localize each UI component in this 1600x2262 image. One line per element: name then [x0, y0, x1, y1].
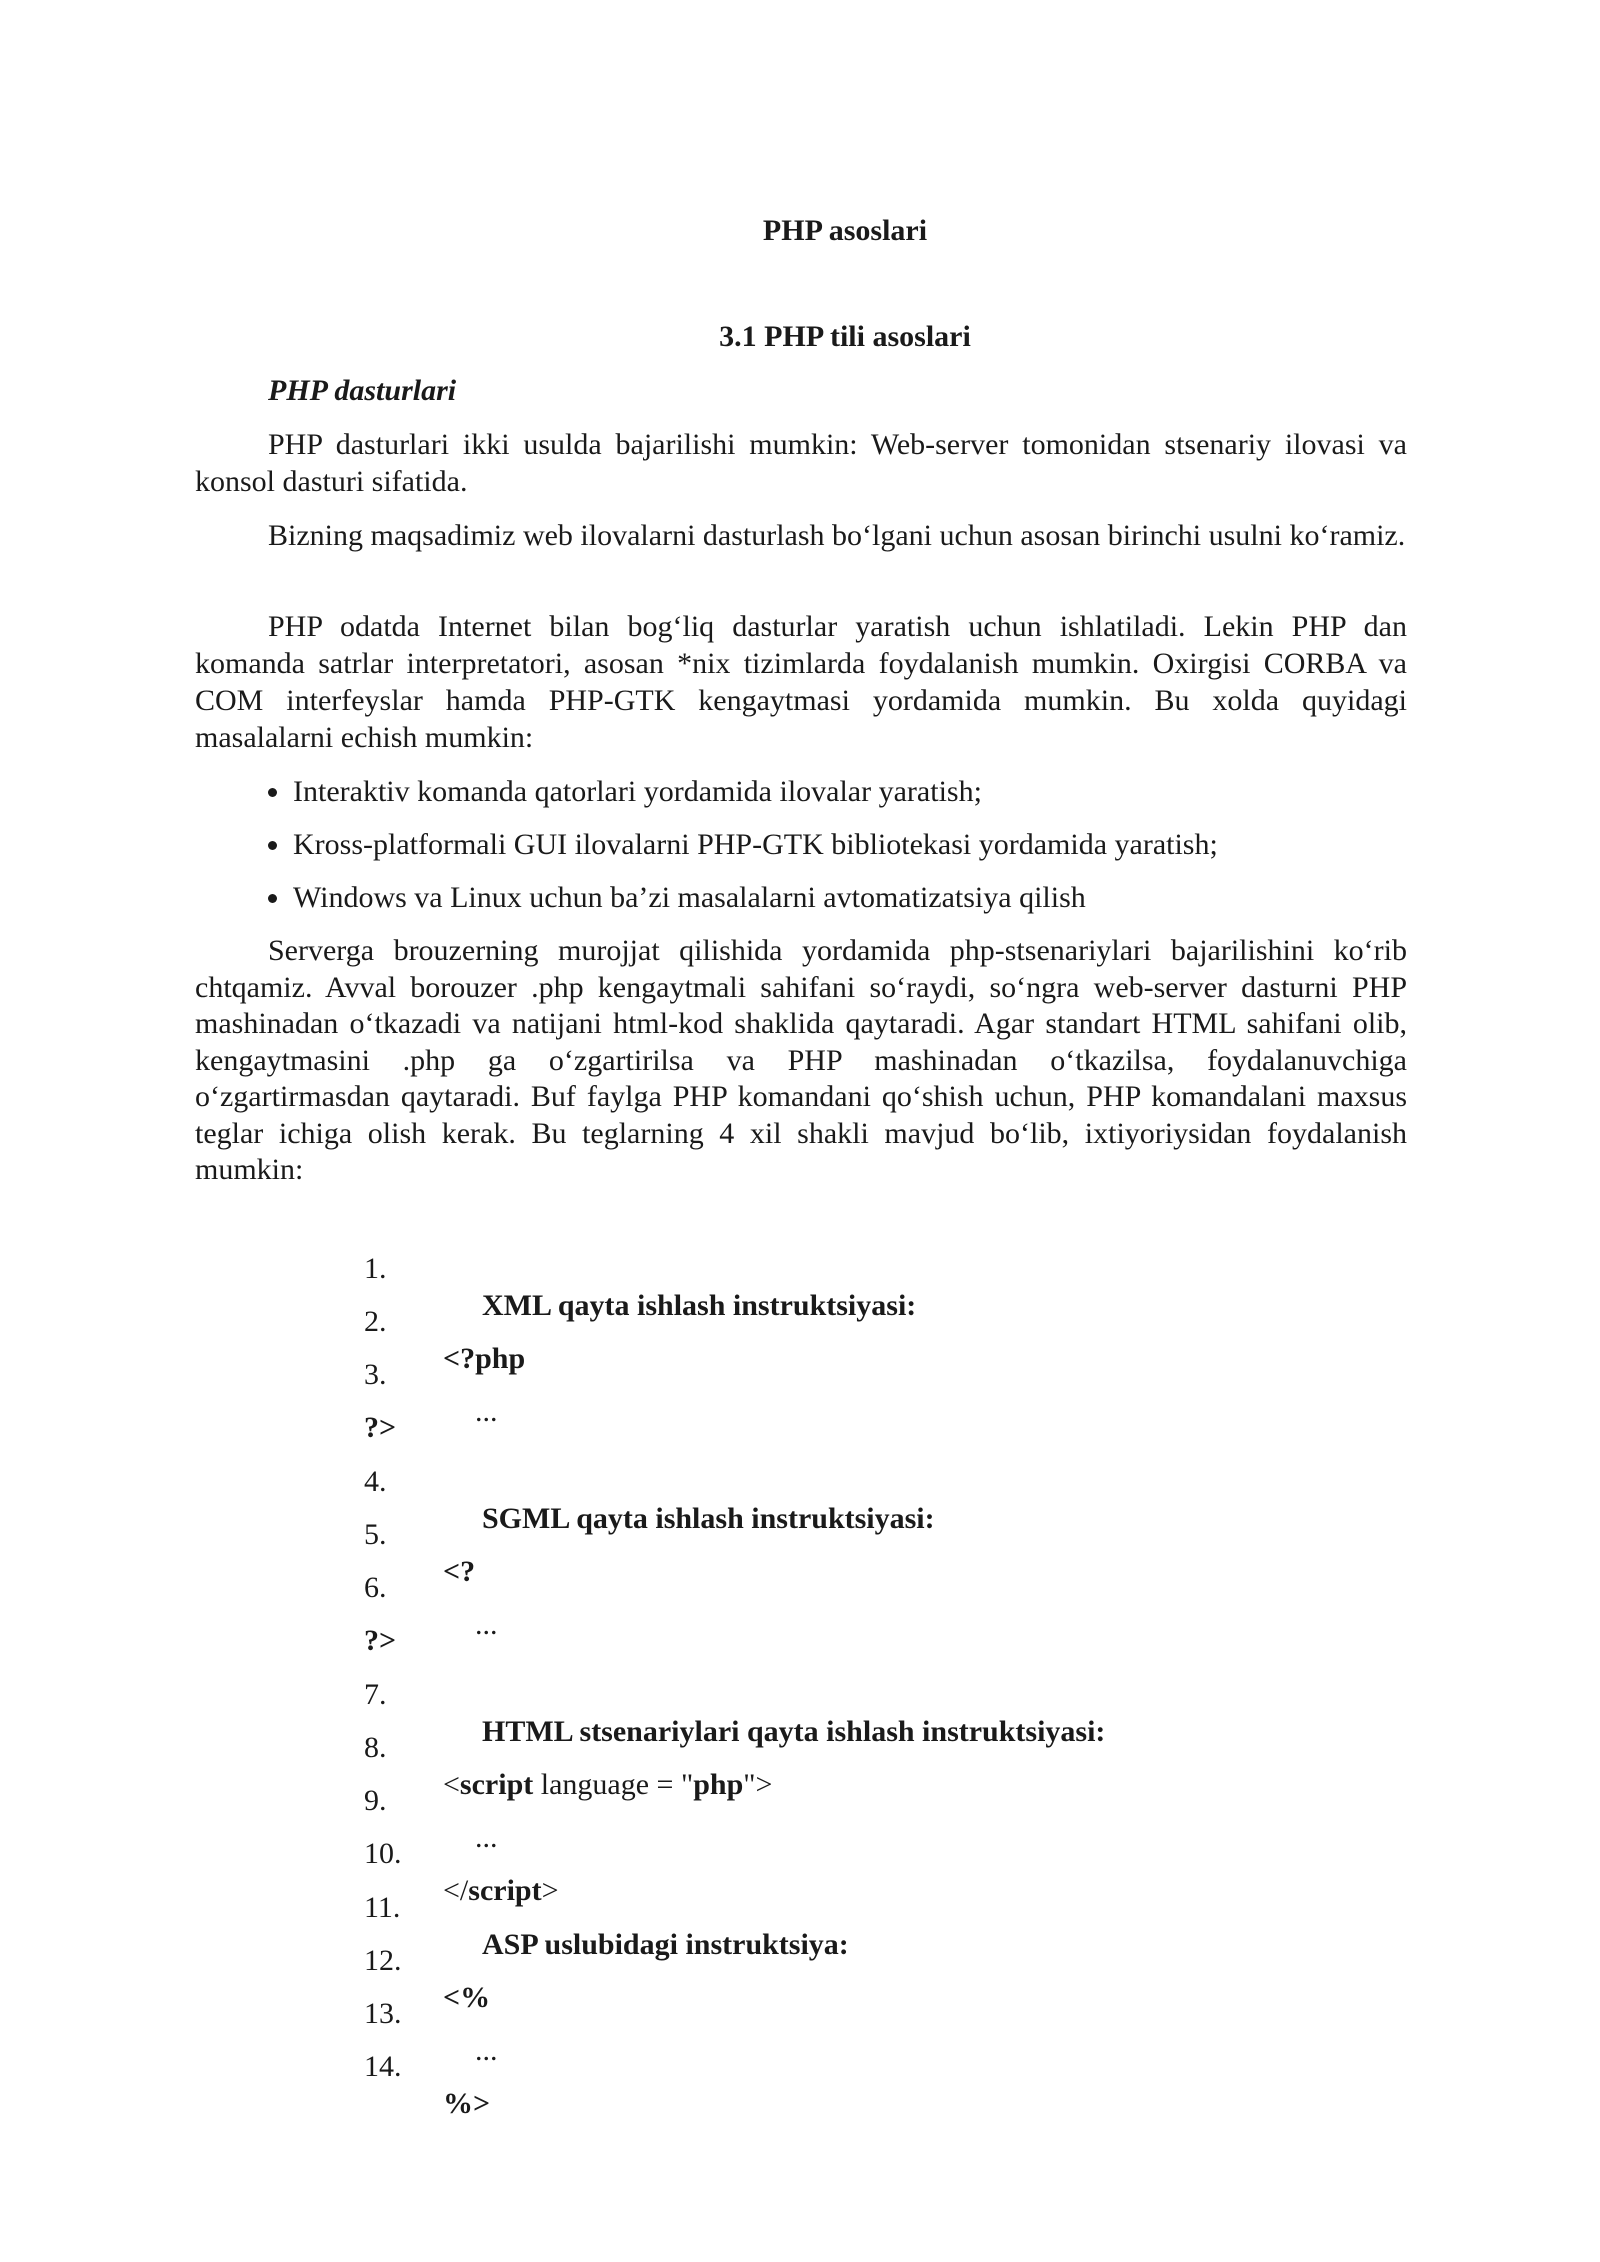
- code-token: </: [443, 1874, 469, 1907]
- code-text: <?php: [443, 1342, 526, 1375]
- bullet-icon: [268, 788, 277, 797]
- bullet-list: [268, 773, 1218, 932]
- paragraph-4: Serverga brouzerning murojjat qilishida yordamida php-stsenariylari bajarilishini ko‘rib chtqamiz. Avval borouzer .php kengaytmali sahifani so‘raydi, so‘ngra web-server dasturni PHP mashinadan o‘tkazadi va natijani html-kod shaklida qaytaradi. Agar standart HTML sahifani olib, kengaytmasini .php ga o‘zgartirilsa va PHP mashinadan o‘tkazilsa, foydalanuvchiga o‘zgartirmasdan qaytaradi. Buf faylga PHP komandani qo‘shish uchun, PHP komandalani maxsus teglar ichiga olish kerak. Bu teglarning 4 xil shakli mavjud bo‘lib, ixtiyoriysidan foydalanish mumkin:: [195, 934, 1407, 1186]
- line-number: 3.: [364, 1358, 387, 1391]
- paragraph-1: PHP dasturlari ikki usulda bajarilishi mumkin: Web-server tomonidan stsenariy ilovasi va konsol dasturi sifatida.: [195, 428, 1407, 498]
- code-text: %>: [443, 2087, 491, 2120]
- listing-heading: HTML stsenariylari qayta ishlash instruktsiyasi:: [482, 1715, 1106, 1748]
- code-token: script: [459, 1768, 534, 1801]
- code-text: <?: [443, 1555, 476, 1588]
- code-token: >: [541, 1874, 559, 1907]
- code-token: language = ": [533, 1768, 694, 1801]
- list-item-text: Kross-platformali GUI ilovalarni PHP-GTK bibliotekasi yordamida yaratish;: [293, 828, 1218, 861]
- line-number: 8.: [364, 1731, 387, 1764]
- line-number: 11.: [364, 1891, 401, 1924]
- list-item: [268, 773, 1218, 826]
- code-token: ">: [743, 1768, 773, 1801]
- document-title: PHP asoslari: [762, 214, 928, 247]
- listing-line: [0, 1266, 526, 1375]
- listing-line: [0, 1692, 773, 1801]
- listing-line: [0, 1372, 397, 1444]
- code-text: ...: [475, 1608, 498, 1641]
- code-text: ?>: [364, 1411, 397, 1444]
- listing-line: [0, 1798, 559, 1907]
- line-number: 13.: [364, 1997, 402, 2030]
- paragraph-2: Bizning maqsadimiz web ilovalarni dasturlash bo‘lgani uchun asosan birinchi usulni ko‘ramiz.: [268, 519, 1406, 552]
- subheading: PHP dasturlari: [268, 374, 457, 407]
- line-number: 7.: [364, 1678, 387, 1711]
- bullet-icon: [268, 894, 277, 903]
- code-token: <: [443, 1768, 460, 1801]
- code-token: script: [468, 1874, 542, 1907]
- paragraph-3: PHP odatda Internet bilan bog‘liq dasturlar yaratish uchun ishlatiladi. Lekin PHP dan komanda satrlar interpretatori, asosan *nix tizimlarda foydalanish mumkin. Oxirgisi CORBA va COM interfeyslar hamda PHP-GTK kengaytmasi yordamida mumkin. Bu xolda quyidagi masalalarni echish mumkin:: [195, 610, 1407, 754]
- line-number: 9.: [364, 1784, 387, 1817]
- list-item-text: Windows va Linux uchun ba’zi masalalarni avtomatizatsiya qilish: [293, 881, 1086, 914]
- line-number: 2.: [364, 1305, 387, 1338]
- line-number: 10.: [364, 1837, 402, 1870]
- line-number: 14.: [364, 2050, 402, 2083]
- code-text: ?>: [364, 1624, 397, 1657]
- code-text: ...: [475, 2034, 498, 2067]
- listing-line: [0, 1426, 935, 1535]
- list-item: [268, 879, 1218, 932]
- line-number: 12.: [364, 1944, 402, 1977]
- line-number: 4.: [364, 1465, 387, 1498]
- listing-line: [0, 1213, 917, 1322]
- list-item: [268, 826, 1218, 879]
- line-number: 1.: [364, 1252, 387, 1285]
- listing-line: [0, 1585, 397, 1657]
- listing-heading: XML qayta ishlash instruktsiyasi:: [482, 1289, 917, 1322]
- line-number: 5.: [364, 1518, 387, 1551]
- code-token: php: [693, 1768, 744, 1801]
- listing-line: [0, 1479, 476, 1588]
- listing-heading: SGML qayta ishlash instruktsiyasi:: [482, 1502, 935, 1535]
- list-item-text: Interaktiv komanda qatorlari yordamida ilovalar yaratish;: [293, 775, 982, 808]
- listing-line: [0, 1639, 1106, 1748]
- section-title: 3.1 PHP tili asoslari: [719, 320, 971, 353]
- listing-line: [0, 1532, 498, 1641]
- code-text: [443, 1766, 772, 1803]
- code-text: ...: [475, 1821, 498, 1854]
- listing-heading: ASP uslubidagi instruktsiya:: [482, 1928, 849, 1961]
- code-text: ...: [475, 1395, 498, 1428]
- line-number: 6.: [364, 1571, 387, 1604]
- code-text: [443, 1872, 559, 1909]
- code-text: <%: [443, 1981, 491, 2014]
- bullet-icon: [268, 841, 277, 850]
